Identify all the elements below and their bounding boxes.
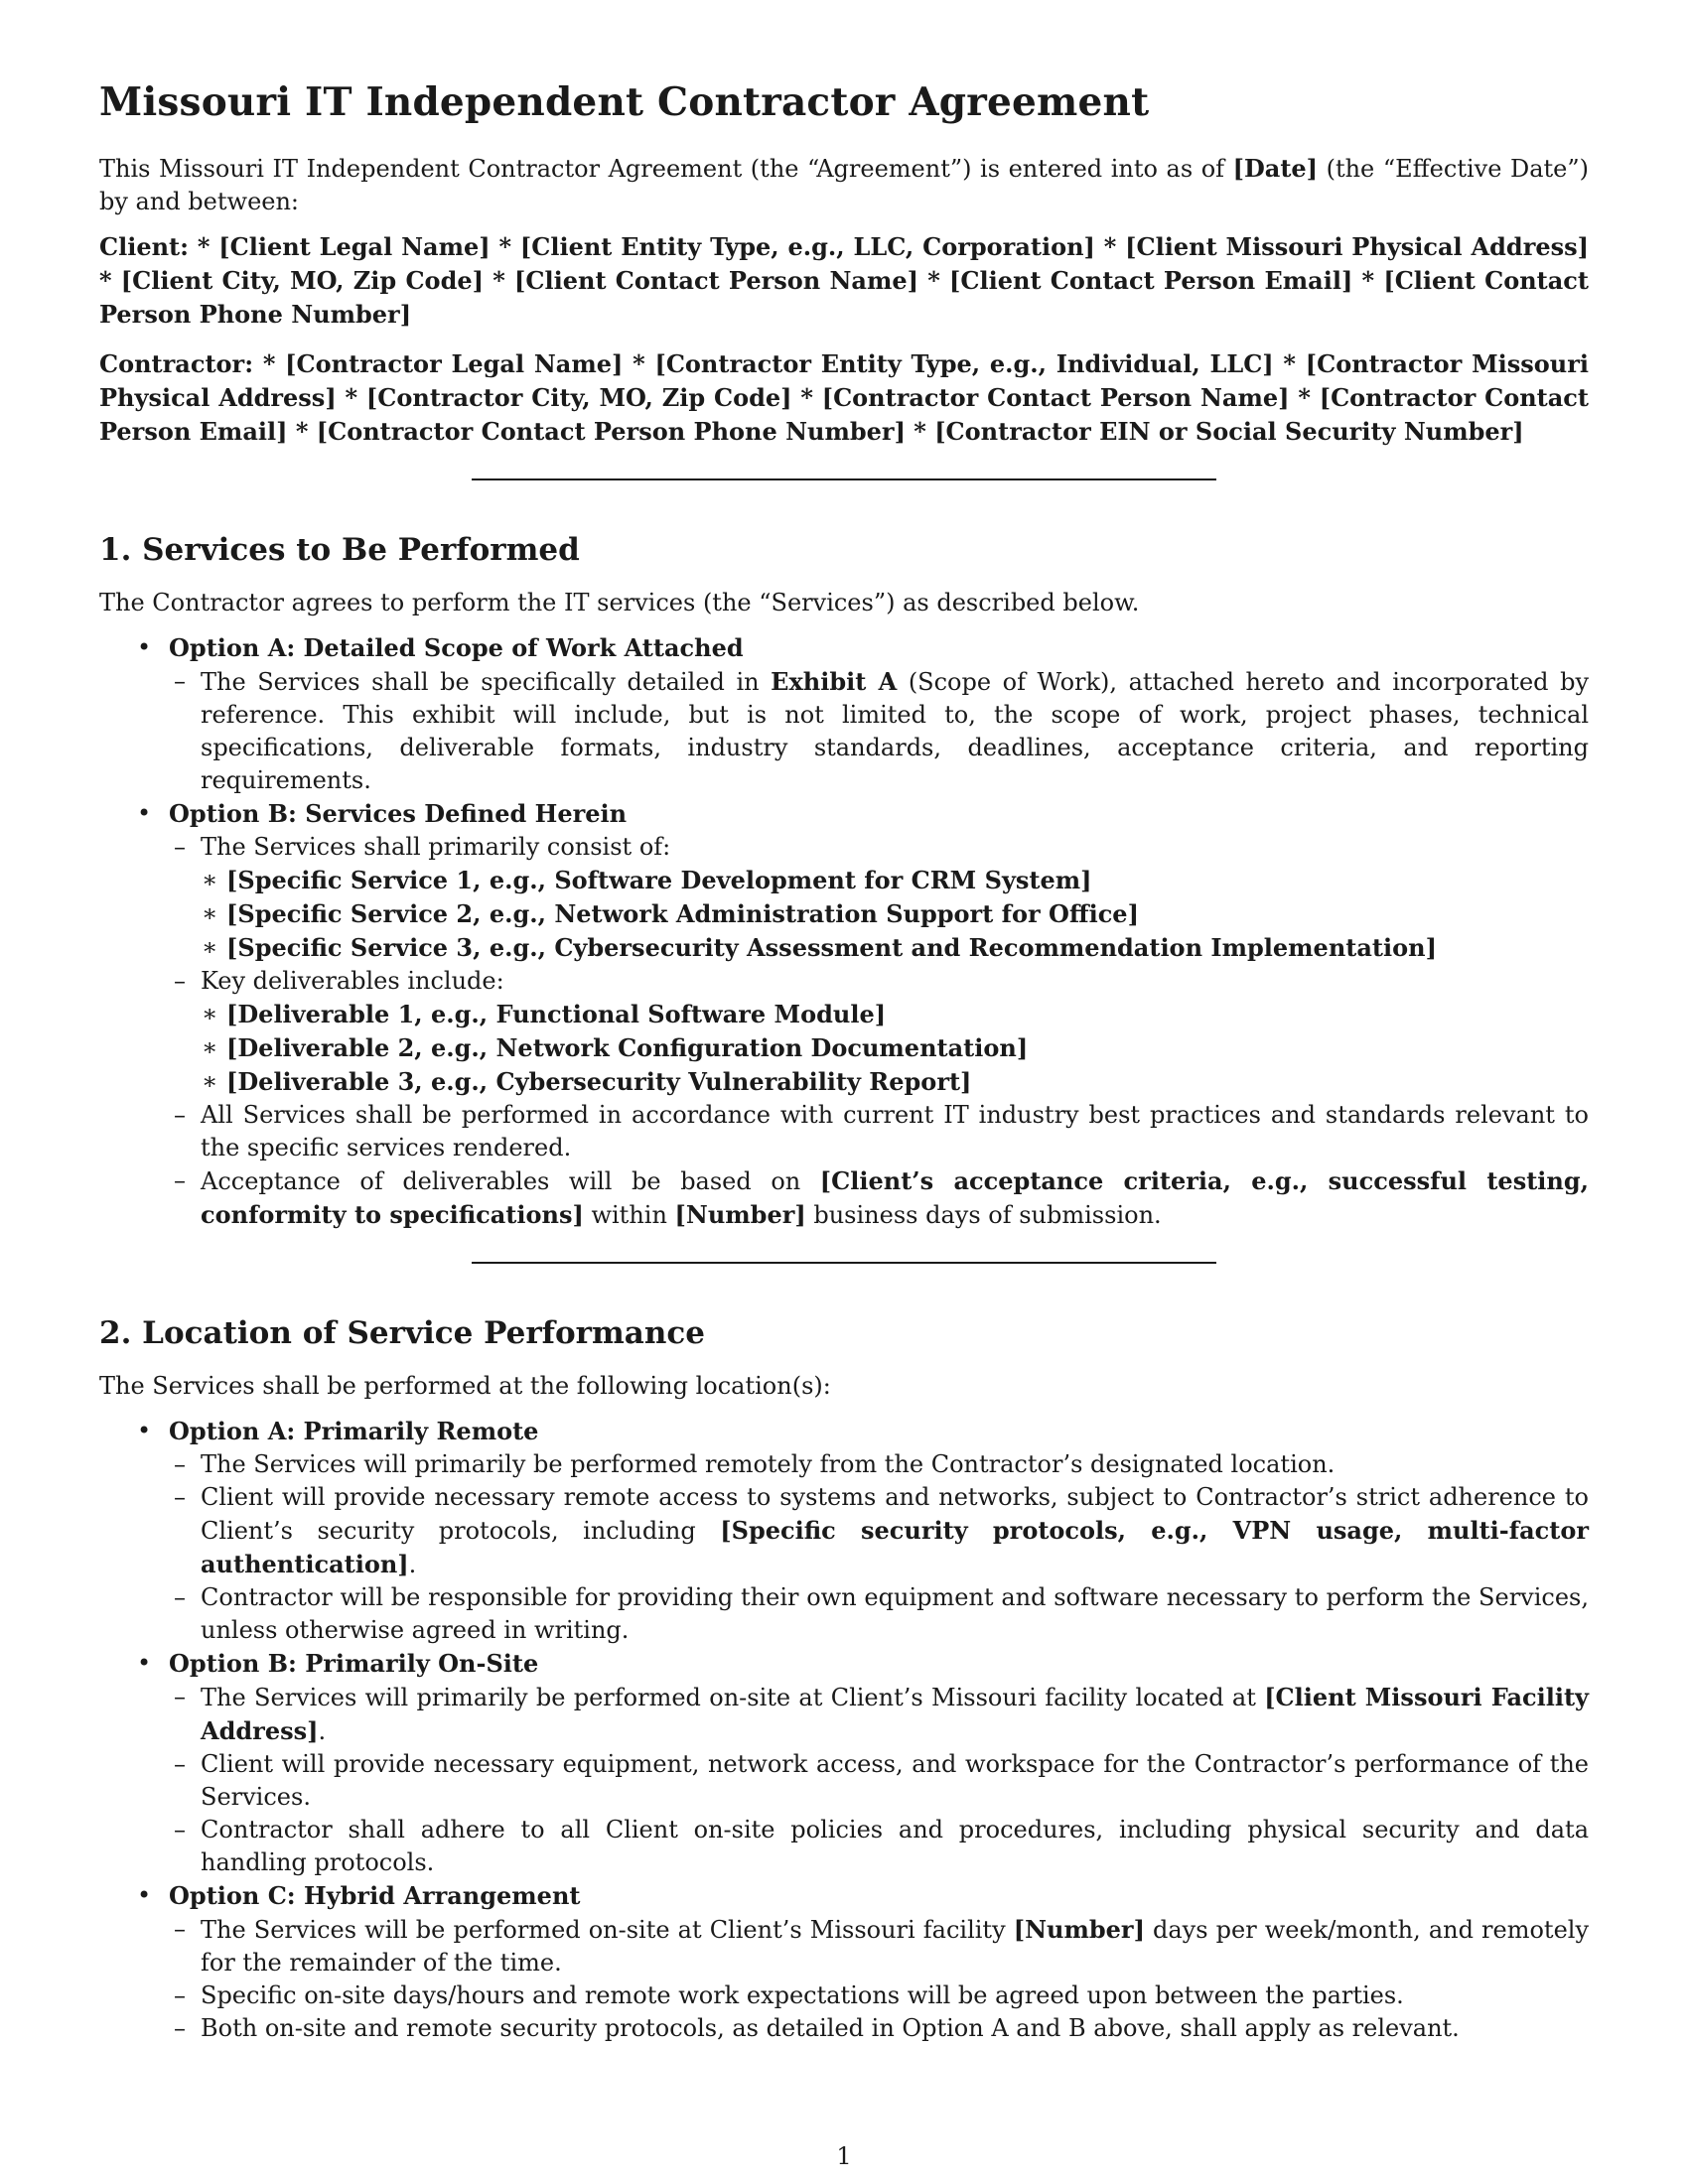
document-title: Missouri IT Independent Contractor Agreement [99,79,1150,125]
list-item: – Contractor shall adhere to all Client on-site policies and procedures, including physical security and data handling protocols. [143,1814,1589,1879]
list-item: – Client will provide necessary equipment, network access, and workspace for the Contractor’s performance of the Services. [143,1748,1589,1814]
section-2-intro: The Services shall be performed at the following location(s): [99,1372,831,1401]
list-item: – Both on-site and remote security protocols, as detailed in Option A and B above, shall apply as relevant. [143,2012,1589,2045]
page-number: 1 [836,2142,852,2170]
s1-option-a [99,631,1589,797]
list-item: – Contractor will be responsible for providing their own equipment and software necessary to perform the Services, unless otherwise agreed in writing. [143,1581,1589,1647]
list-item: – Specific on-site days/hours and remote work expectations will be agreed upon between the parties. [143,1979,1589,2012]
contractor-details: * [Contractor Legal Name] * [Contractor Entity Type, e.g., Individual, LLC] * [Contractor Missouri Physical Address] * [Contractor City, MO, Zip Code] * [Contractor Contact Person Name] * [Contractor Contact Person Email] * [Contractor Contact Person Phone Number] * [Contractor EIN or Social Security Number] [99,348,1589,446]
section-1-heading: 1. Services to Be Performed [99,531,580,568]
client-details: * [Client Legal Name] * [Client Entity Type, e.g., LLC, Corporation] * [Client Missouri Physical Address] * [Client City, MO, Zip Code] * [Client Contact Person Name] * [Client Contact Person Email] * [Client Contact Person Phone Number] [99,231,1589,329]
list-item: – Acceptance of deliverables will be based on [Client’s acceptance criteria, e.g., successful testing, conformity to specifications] within [Number] business days of submission. [143,1164,1589,1232]
contractor-block [99,347,1589,449]
section-1-intro: The Contractor agrees to perform the IT services (the “Services”) as described below. [99,588,1140,616]
s2-option-a [99,1415,1589,1647]
list-item: – The Services will be performed on-site at Client’s Missouri facility [Number] days per week/month, and remotely for the remainder of the time. [143,1913,1589,1979]
section-divider [472,1262,1216,1264]
deliverables-list [201,998,1589,1099]
section-divider [472,478,1216,480]
list-item: – The Services shall primarily consist of: ∗ [Specific Service 1, e.g., Software Development for CRM System] ∗ [Specific Service 2, e.g., Network Administration Support for Office] ∗ [Specific Service 3, e.g., Cybersecurity Assessment and Recommendation Implementation] [143,831,1589,965]
list-item: – The Services will primarily be performed remotely from the Contractor’s designated location. [143,1448,1589,1481]
list-item: ∗ [Specific Service 3, e.g., Cybersecurity Assessment and Recommendation Implementation] [175,931,1589,965]
intro-paragraph: This Missouri IT Independent Contractor Agreement (the “Agreement”) is entered into as of [Date] (the “Effective Date”) by and between: [99,153,1589,215]
s1-option-b [99,797,1589,1232]
exhibit-ref: Exhibit A [771,666,898,696]
client-block [99,230,1589,332]
services-list [201,864,1589,965]
s2-option-c [99,1879,1589,2045]
list-item: ∗ [Specific Service 1, e.g., Software Development for CRM System] [175,864,1589,897]
list-item: ∗ [Deliverable 2, e.g., Network Configuration Documentation] [175,1031,1589,1065]
list-item: – Client will provide necessary remote access to systems and networks, subject to Contractor’s strict adherence to Client’s security protocols, including [Specific security protocols, e.g., VPN usage, multi-factor authentication]. [143,1481,1589,1581]
list-item: ∗ [Deliverable 3, e.g., Cybersecurity Vulnerability Report] [175,1065,1589,1099]
contractor-label: Contractor: [99,348,254,378]
section-2-heading: 2. Location of Service Performance [99,1314,706,1351]
list-item: ∗ [Deliverable 1, e.g., Functional Software Module] [175,998,1589,1031]
list-item: – The Services shall be specifically detailed in Exhibit A (Scope of Work), attached hereto and incorporated by reference. This exhibit will include, but is not limited to, the scope of work, project phases, technical specifications, deliverable formats, industry standards, deadlines, acceptance criteria, and reporting requirements. [143,665,1589,797]
list-item: ∗ [Specific Service 2, e.g., Network Administration Support for Office] [175,897,1589,931]
list-item: – Key deliverables include: ∗ [Deliverable 1, e.g., Functional Software Module] ∗ [Deliverable 2, e.g., Network Configuration Documentation] ∗ [Deliverable 3, e.g., Cybersecurity Vulnerability Report] [143,965,1589,1099]
s1-option-b-title: Option B: Services Defined Herein [169,798,628,828]
list-item: – The Services will primarily be performed on-site at Client’s Missouri facility located at [Client Missouri Facility Address]. [143,1681,1589,1748]
s2-option-c-title: Option C: Hybrid Arrangement [169,1881,581,1911]
client-label: Client: [99,231,189,261]
date-placeholder: [Date] [1232,153,1319,183]
s2-option-b [99,1647,1589,1879]
s1-option-a-title: Option A: Detailed Scope of Work Attached [169,632,744,662]
section-1-options [99,631,1589,1232]
list-item: – All Services shall be performed in accordance with current IT industry best practices and standards relevant to the specific services rendered. [143,1099,1589,1164]
section-2-options [99,1415,1589,2045]
s2-option-b-title: Option B: Primarily On-Site [169,1649,539,1679]
s2-option-a-title: Option A: Primarily Remote [169,1417,539,1446]
document-page [99,79,1589,2045]
